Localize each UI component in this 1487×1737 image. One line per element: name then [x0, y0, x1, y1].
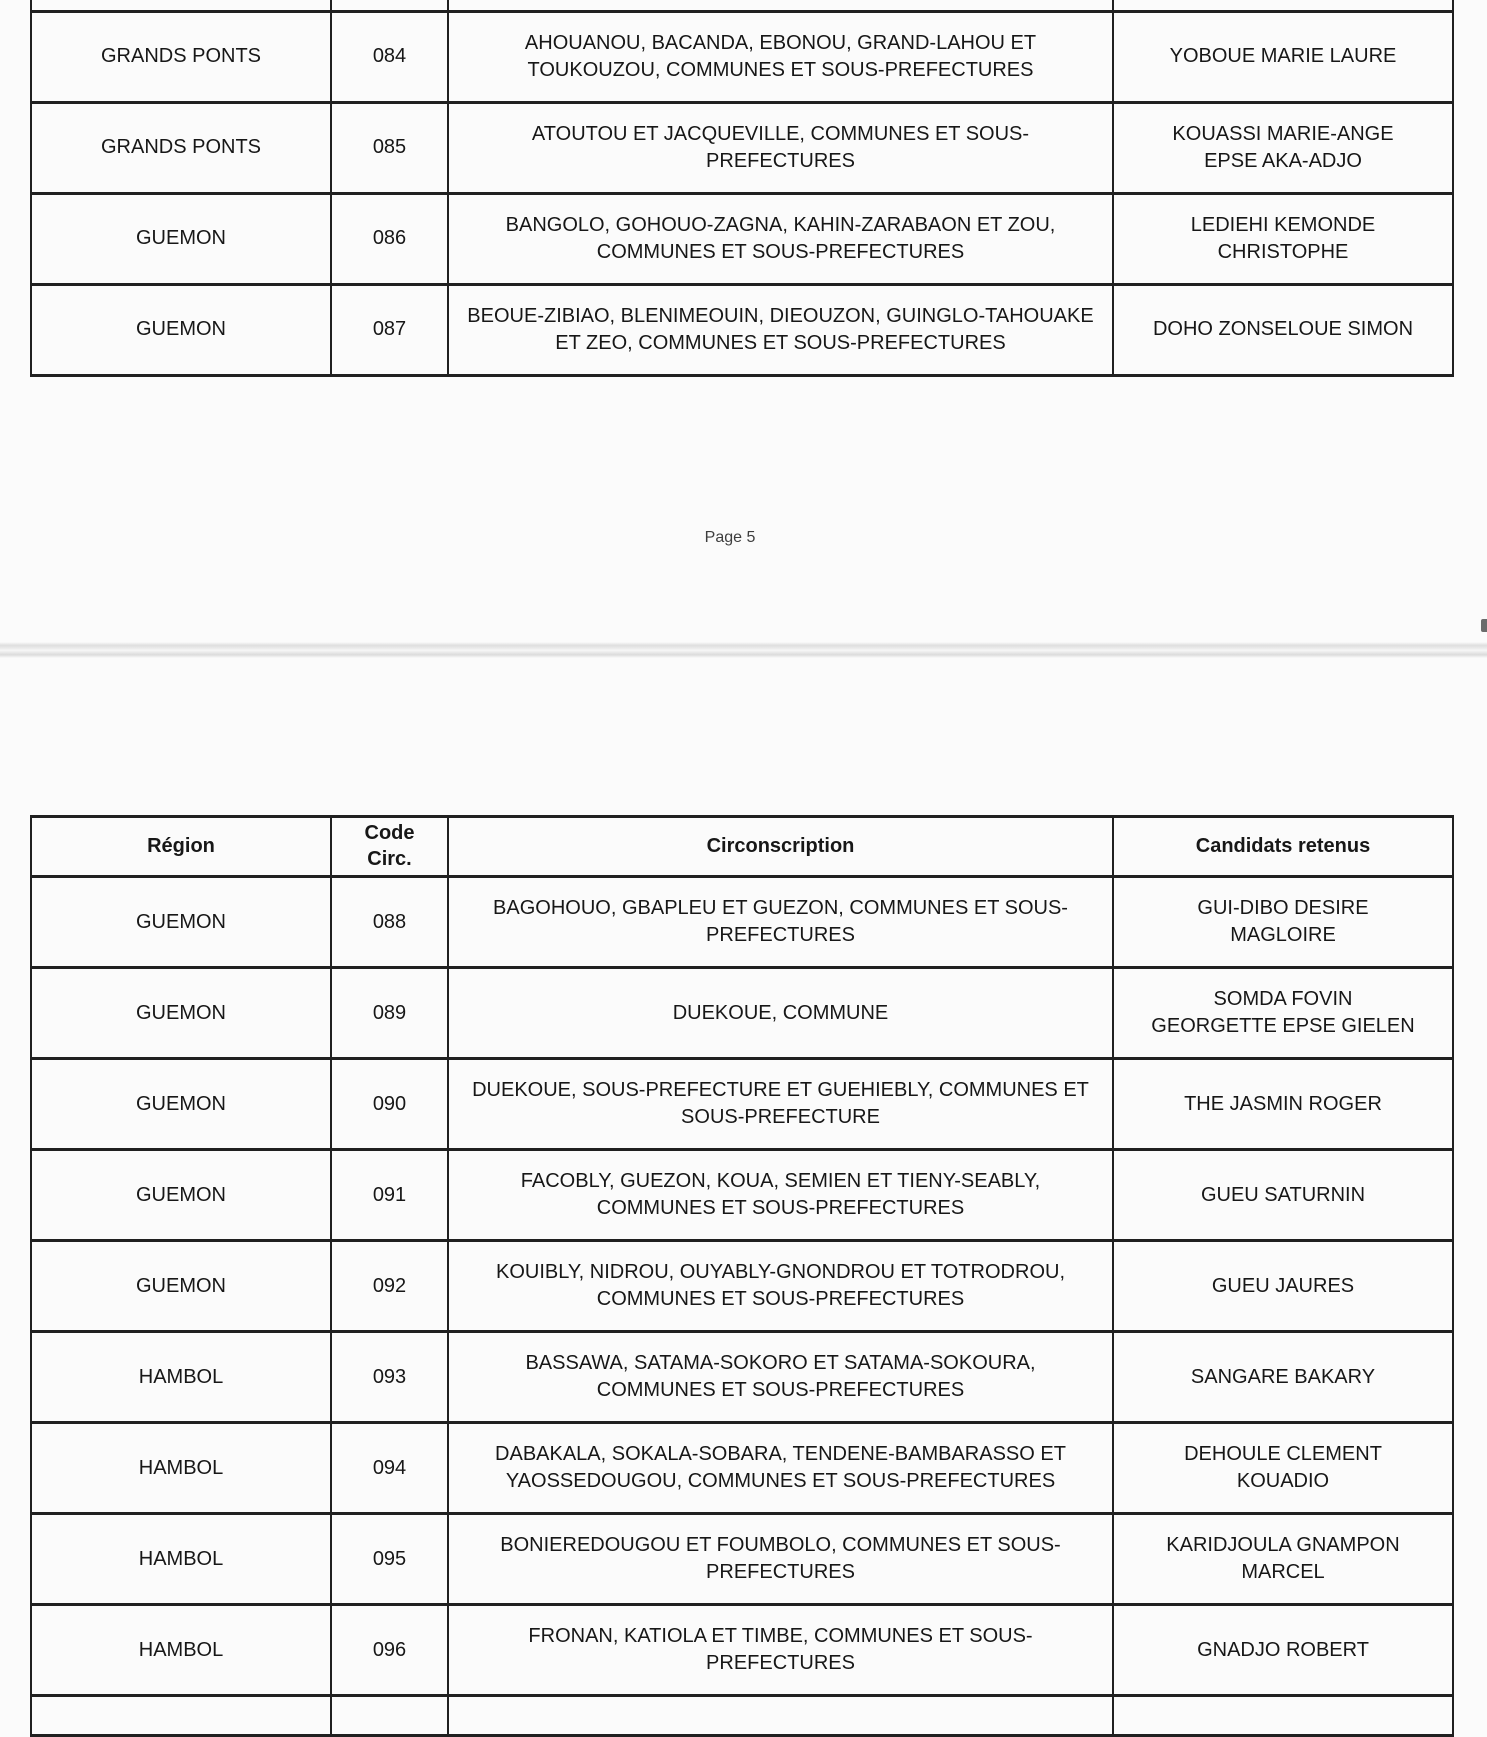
table-row [31, 1240, 1453, 1331]
code-circ-cell: 087 [331, 284, 448, 375]
region-cell: HAMBOL [31, 1422, 331, 1513]
header-region: Région [31, 817, 331, 877]
circonscription-cell: BONIEREDOUGOU ET FOUMBOLO, COMMUNES ET SOUS-PREFECTURES [448, 1513, 1113, 1604]
page-number-footer: Page 5 [704, 529, 756, 546]
candidate-cell: GUEU SATURNIN [1113, 1149, 1453, 1240]
code-circ-cell: 088 [331, 876, 448, 967]
circonscription-cell: DUEKOUE, SOUS-PREFECTURE ET GUEHIEBLY, COMMUNES ET SOUS-PREFECTURE [448, 1058, 1113, 1149]
circonscription-cell: BANGOLO, GOHOUO-ZAGNA, KAHIN-ZARABAON ET ZOU, COMMUNES ET SOUS-PREFECTURES [448, 193, 1113, 284]
circonscription-cell: ATOUTOU ET JACQUEVILLE, COMMUNES ET SOUS-PREFECTURES [448, 102, 1113, 193]
code-circ-cell: 091 [331, 1149, 448, 1240]
candidate-cell: SANGARE BAKARY [1113, 1331, 1453, 1422]
clipped-table-row [31, 1695, 1453, 1735]
candidate-cell: KOUASSI MARIE-ANGE EPSE AKA-ADJO [1113, 102, 1453, 193]
candidate-cell: DEHOULE CLEMENT KOUADIO [1113, 1422, 1453, 1513]
table-row [31, 1422, 1453, 1513]
region-cell: GUEMON [31, 876, 331, 967]
region-cell: GUEMON [31, 1058, 331, 1149]
table-row [31, 1513, 1453, 1604]
code-circ-cell: 096 [331, 1604, 448, 1695]
region-cell: HAMBOL [31, 1331, 331, 1422]
page-edge-artifact [1481, 619, 1487, 632]
region-cell: HAMBOL [31, 1513, 331, 1604]
results-table-page6 [30, 815, 1454, 1737]
candidate-cell: THE JASMIN ROGER [1113, 1058, 1453, 1149]
region-cell: HAMBOL [31, 1604, 331, 1695]
circonscription-cell: DUEKOUE, COMMUNE [448, 967, 1113, 1058]
table-row [31, 1149, 1453, 1240]
region-cell: GUEMON [31, 1149, 331, 1240]
table-row [31, 1058, 1453, 1149]
region-cell: GUEMON [31, 284, 331, 375]
clipped-table-row [31, 0, 1453, 11]
candidate-cell: GUEU JAURES [1113, 1240, 1453, 1331]
circonscription-cell: BASSAWA, SATAMA-SOKORO ET SATAMA-SOKOURA, COMMUNES ET SOUS-PREFECTURES [448, 1331, 1113, 1422]
candidate-cell: GUI-DIBO DESIRE MAGLOIRE [1113, 876, 1453, 967]
candidate-cell: DOHO ZONSELOUE SIMON [1113, 284, 1453, 375]
candidate-cell: GNADJO ROBERT [1113, 1604, 1453, 1695]
code-circ-cell: 085 [331, 102, 448, 193]
code-circ-cell: 093 [331, 1331, 448, 1422]
region-cell: GRANDS PONTS [31, 11, 331, 102]
code-circ-cell: 089 [331, 967, 448, 1058]
circonscription-cell: AHOUANOU, BACANDA, EBONOU, GRAND-LAHOU ET TOUKOUZOU, COMMUNES ET SOUS-PREFECTURES [448, 11, 1113, 102]
circonscription-cell: FRONAN, KATIOLA ET TIMBE, COMMUNES ET SOUS-PREFECTURES [448, 1604, 1113, 1695]
region-cell: GUEMON [31, 1240, 331, 1331]
region-cell: GUEMON [31, 967, 331, 1058]
candidate-cell: LEDIEHI KEMONDE CHRISTOPHE [1113, 193, 1453, 284]
table-row [31, 876, 1453, 967]
header-candidats-retenus: Candidats retenus [1113, 817, 1453, 877]
table-row [31, 193, 1453, 284]
header-circonscription: Circonscription [448, 817, 1113, 877]
table-row [31, 1331, 1453, 1422]
candidate-cell: YOBOUE MARIE LAURE [1113, 11, 1453, 102]
region-cell: GRANDS PONTS [31, 102, 331, 193]
header-code-circ: Code Circ. [331, 817, 448, 877]
table-row [31, 1604, 1453, 1695]
page-break-divider [0, 642, 1487, 658]
results-table-page5 [30, 0, 1454, 377]
circonscription-cell: BEOUE-ZIBIAO, BLENIMEOUIN, DIEOUZON, GUINGLO-TAHOUAKE ET ZEO, COMMUNES ET SOUS-PREFECTURES [448, 284, 1113, 375]
circonscription-cell: DABAKALA, SOKALA-SOBARA, TENDENE-BAMBARASSO ET YAOSSEDOUGOU, COMMUNES ET SOUS-PREFECTURES [448, 1422, 1113, 1513]
candidate-cell: SOMDA FOVIN GEORGETTE EPSE GIELEN [1113, 967, 1453, 1058]
circonscription-cell: FACOBLY, GUEZON, KOUA, SEMIEN ET TIENY-SEABLY, COMMUNES ET SOUS-PREFECTURES [448, 1149, 1113, 1240]
code-circ-cell: 094 [331, 1422, 448, 1513]
table-row [31, 11, 1453, 102]
code-circ-cell: 084 [331, 11, 448, 102]
code-circ-cell: 092 [331, 1240, 448, 1331]
code-circ-cell: 086 [331, 193, 448, 284]
code-circ-cell: 095 [331, 1513, 448, 1604]
table-header-row [31, 817, 1453, 877]
table-row [31, 284, 1453, 375]
code-circ-cell: 090 [331, 1058, 448, 1149]
candidate-cell: KARIDJOULA GNAMPON MARCEL [1113, 1513, 1453, 1604]
table-row [31, 967, 1453, 1058]
table-row [31, 102, 1453, 193]
region-cell: GUEMON [31, 193, 331, 284]
circonscription-cell: BAGOHOUO, GBAPLEU ET GUEZON, COMMUNES ET SOUS-PREFECTURES [448, 876, 1113, 967]
circonscription-cell: KOUIBLY, NIDROU, OUYABLY-GNONDROU ET TOTRODROU, COMMUNES ET SOUS-PREFECTURES [448, 1240, 1113, 1331]
